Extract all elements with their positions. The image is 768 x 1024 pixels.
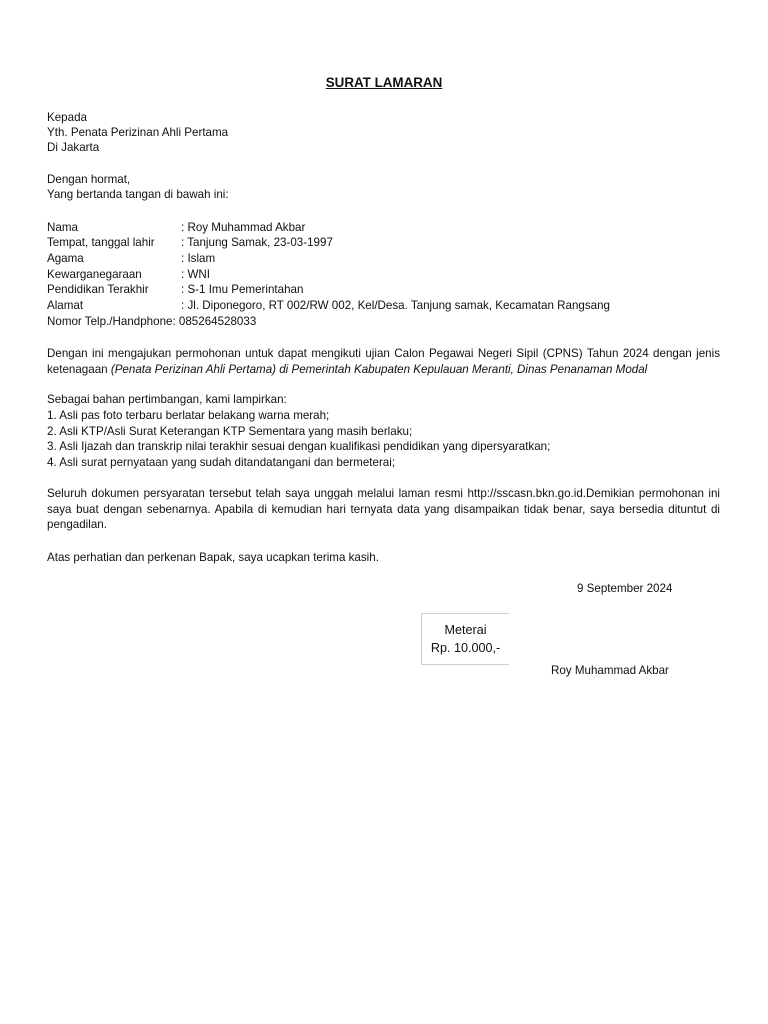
applicant-label: Agama (47, 252, 84, 265)
phone-line: Nomor Telp./Handphone: 085264528033 (47, 315, 257, 328)
attachment-item: 1. Asli pas foto terbaru berlatar belakang warna merah; (47, 409, 330, 422)
applicant-label: Kewarganegaraan (47, 268, 142, 281)
applicant-label: Nama (47, 221, 78, 234)
recipient-line-3: Di Jakarta (47, 141, 100, 154)
applicant-row-birth (47, 235, 707, 250)
applicant-value: : S-1 Imu Pemerintahan (181, 283, 304, 296)
statement-paragraph: Seluruh dokumen persyaratan tersebut telah saya unggah melalui laman resmi http://sscasn.bkn.go.id.Demikian permohonan ini saya buat dengan sebenarnya. Apabila di kemudian hari ternyata data yang disampaikan tidak benar, saya bersedia dituntut di pengadilan. (47, 487, 720, 531)
stamp-amount: Rp. 10.000,- (430, 641, 501, 655)
letter-title: SURAT LAMARAN (325, 75, 443, 90)
applicant-value: : Jl. Diponegoro, RT 002/RW 002, Kel/Desa. Tanjung samak, Kecamatan Rangsang (181, 299, 611, 312)
stamp-label: Meterai (444, 623, 487, 637)
applicant-label: Tempat, tanggal lahir (47, 236, 155, 249)
letter-date: 9 September 2024 (577, 582, 673, 595)
application-text: Dengan ini mengajukan permohonan untuk dapat mengikuti ujian Calon Pegawai Negeri Sipil (CPNS) Tahun 2024 dengan jenis ketenagaan (47, 347, 720, 376)
greeting-line-1: Dengan hormat, (47, 173, 131, 186)
applicant-label: Pendidikan Terakhir (47, 283, 149, 296)
applicant-row-religion (47, 251, 707, 266)
closing-line: Atas perhatian dan perkenan Bapak, saya ucapkan terima kasih. (47, 551, 379, 564)
attachment-item: 2. Asli KTP/Asli Surat Keterangan KTP Sementara yang masih berlaku; (47, 425, 413, 438)
applicant-label: Alamat (47, 299, 84, 312)
applicant-value: : WNI (181, 268, 210, 281)
attachments-intro: Sebagai bahan pertimbangan, kami lampirkan: (47, 393, 287, 406)
recipient-line-2: Yth. Penata Perizinan Ahli Pertama (47, 126, 229, 139)
applicant-value: : Tanjung Samak, 23-03-1997 (181, 236, 333, 249)
attachment-item: 3. Asli Ijazah dan transkrip nilai terakhir sesuai dengan kualifikasi pendidikan yang dipersyaratkan; (47, 440, 551, 453)
applicant-row-address (47, 298, 707, 313)
applicant-value: : Roy Muhammad Akbar (181, 221, 306, 234)
recipient-line-1: Kepada (47, 111, 87, 124)
stamp-duty-box (421, 613, 509, 665)
applicant-row-nationality (47, 267, 707, 282)
attachment-item: 4. Asli surat pernyataan yang sudah ditandatangani dan bermeterai; (47, 456, 396, 469)
applicant-row-name (47, 220, 707, 235)
application-paragraph (47, 346, 720, 377)
applicant-row-education (47, 282, 707, 297)
signatory-name: Roy Muhammad Akbar (551, 664, 669, 677)
position-applied: (Penata Perizinan Ahli Pertama) di Pemerintah Kabupaten Kepulauan Meranti, Dinas Penanaman Modal (110, 362, 648, 376)
greeting-line-2: Yang bertanda tangan di bawah ini: (47, 188, 229, 201)
applicant-value: : Islam (181, 252, 216, 265)
